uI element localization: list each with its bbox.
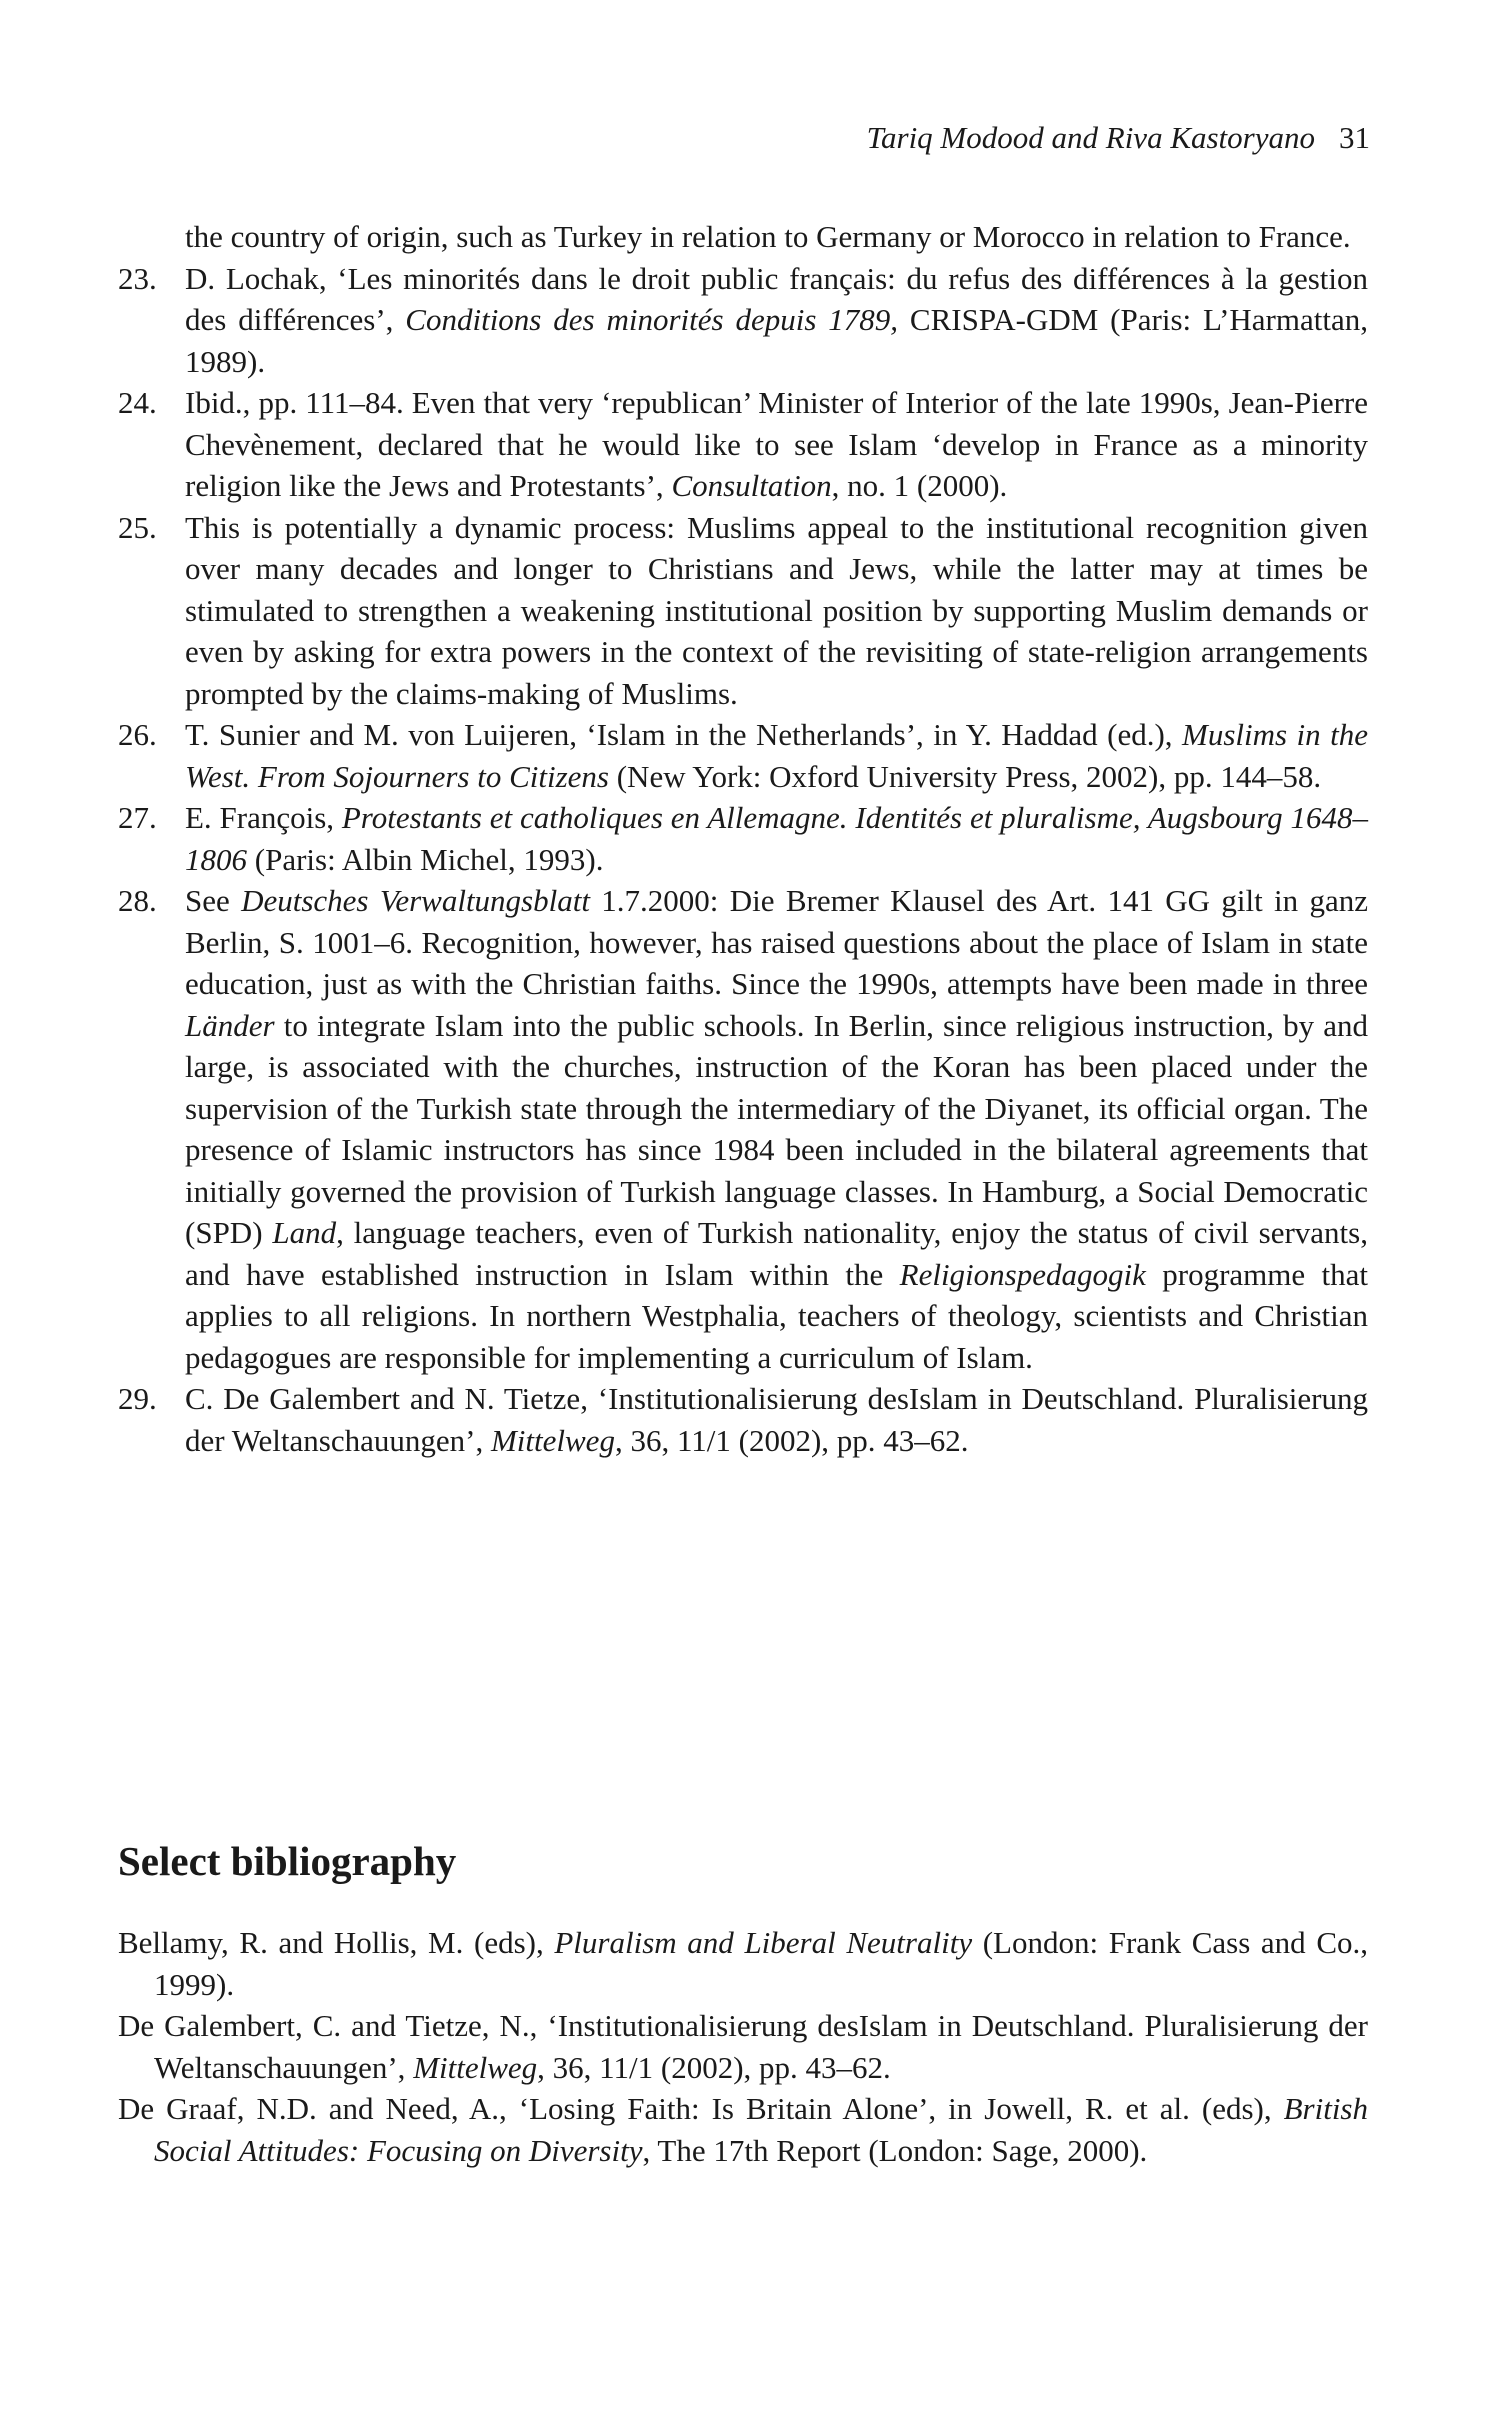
- text-run: to integrate Islam into the public schools. In Berlin, since religious instruction, by and large, is associated with the churches, instruction of the Koran has been placed under the supervision of the Turkish state through the intermediary of the Diyanet, its official organ. The presence of Islamic instructors has since 1984 been included in the bilateral agreements that initially governed the provision of Turkish language classes. In Hamburg, a Social Democratic (SPD): [185, 1007, 1368, 1250]
- text-run: CRISPA-GDM (Paris: L’Harmattan, 1989).: [185, 302, 1368, 379]
- text-run: De Galembert, C. and Tietze, N., ‘Institutionalisierung desIslam in Deutschland. Pluralisierung der Weltanschauungen’,: [118, 2008, 1368, 2085]
- italic-text-run: Protestants et catholiques en Allemagne. Identités et pluralisme, Augsbourg 1648–1806: [185, 800, 1369, 877]
- text-run: This is potentially a dynamic process: Muslims appeal to the institutional recognition given over many decades and longer to Christians and Jews, while the latter may at times be stimulated to strengthen a weakening institutional position by supporting Muslim demands or even by asking for extra powers in the context of the revisiting of state-religion arrangements prompted by the claims-making of Muslims.: [185, 509, 1368, 711]
- endnote-number: 27.: [118, 800, 157, 835]
- endnote: [118, 880, 1368, 1378]
- text-run: , language teachers, even of Turkish nationality, enjoy the status of civil servants, and have established instruction in Islam within the: [185, 1215, 1368, 1292]
- text-run: De Graaf, N.D. and Need, A., ‘Losing Faith: Is Britain Alone’, in Jowell, R. et al. (eds),: [118, 2091, 1284, 2126]
- italic-text-run: Conditions des minorités depuis 1789,: [405, 302, 899, 337]
- italic-text-run: Pluralism and Liberal Neutrality: [554, 1925, 973, 1960]
- italic-text-run: Länder: [185, 1007, 275, 1043]
- endnote-number: 28.: [118, 883, 157, 918]
- italic-text-run: Religionspedagogik: [899, 1256, 1146, 1292]
- page-number: 31: [1339, 120, 1370, 155]
- italic-text-run: Mittelweg: [413, 2049, 538, 2085]
- endnote: [118, 714, 1368, 797]
- text-run: (Paris: Albin Michel, 1993).: [247, 841, 604, 877]
- endnote-text: [185, 382, 1368, 507]
- text-run: (London: Frank Cass and Co., 1999).: [154, 1925, 1368, 2002]
- italic-text-run: Mittelweg: [490, 1422, 615, 1458]
- endnote-text: [185, 797, 1368, 880]
- endnote-text: [185, 507, 1368, 715]
- bibliography-list: [118, 1922, 1368, 2171]
- text-run: , 36, 11/1 (2002), pp. 43–62.: [614, 1422, 969, 1458]
- endnote: [118, 258, 1368, 383]
- endnote-text: [185, 714, 1368, 797]
- endnote: [118, 216, 1368, 258]
- italic-text-run: Land: [272, 1215, 337, 1250]
- italic-text-run: British Social Attitudes: Focusing on Diversity: [154, 2091, 1368, 2168]
- text-run: , no. 1 (2000).: [831, 468, 1008, 503]
- text-run: D. Lochak, ‘Les minorités dans le droit public français: du refus des différences à la gestion des différences’,: [185, 260, 1368, 337]
- endnote-text: [185, 1378, 1368, 1461]
- text-run: E. François,: [185, 800, 342, 835]
- bibliography-entry: [118, 1922, 1368, 2005]
- text-run: 1.7.2000: Die Bremer Klausel des Art. 141 GG gilt in ganz Berlin, S. 1001–6. Recognition, however, has raised questions about the place of Islam in state education, just as with the Christian faiths. Since the 1990s, attempts have been made in three: [185, 883, 1369, 1001]
- running-head-authors: Tariq Modood and Riva Kastoryano: [866, 120, 1315, 155]
- endnote: [118, 382, 1368, 507]
- text-run: (New York: Oxford University Press, 2002), pp. 144–58.: [608, 758, 1322, 794]
- text-run: the country of origin, such as Turkey in relation to Germany or Morocco in relation to France.: [185, 219, 1351, 254]
- text-run: C. De Galembert and N. Tietze, ‘Institutionalisierung desIslam in Deutschland. Pluralisierung der Weltanschauungen’,: [185, 1381, 1368, 1458]
- endnote-number: 25.: [118, 509, 157, 545]
- text-run: , The 17th Report (London: Sage, 2000).: [642, 2132, 1148, 2168]
- endnote: [118, 1378, 1368, 1461]
- text-run: , 36, 11/1 (2002), pp. 43–62.: [537, 2049, 891, 2085]
- endnote-number: 24.: [118, 385, 157, 420]
- bibliography-heading: Select bibliography: [118, 1838, 457, 1884]
- endnote-text: [185, 258, 1368, 383]
- running-head: [118, 118, 1370, 158]
- endnotes-list: [118, 216, 1368, 1461]
- bibliography-entry: [118, 2088, 1368, 2171]
- endnote-number: 23.: [118, 260, 157, 296]
- text-run: Bellamy, R. and Hollis, M. (eds),: [118, 1925, 555, 1960]
- italic-text-run: Consultation: [671, 468, 832, 503]
- italic-text-run: Deutsches Verwaltungsblatt: [241, 883, 590, 918]
- endnote-number: 26.: [118, 717, 157, 752]
- endnote: [118, 507, 1368, 715]
- text-run: See: [185, 883, 242, 918]
- endnote: [118, 797, 1368, 880]
- text-run: programme that applies to all religions. In northern Westphalia, teachers of theology, scientists and Christian pedagogues are responsible for implementing a curriculum of Islam.: [185, 1256, 1368, 1375]
- endnote-number: 29.: [118, 1381, 157, 1416]
- text-run: T. Sunier and M. von Luijeren, ‘Islam in the Netherlands’, in Y. Haddad (ed.),: [185, 717, 1183, 752]
- endnote-text: [185, 880, 1368, 1378]
- italic-text-run: Muslims in the West. From Sojourners to Citizens: [185, 717, 1368, 794]
- endnote-text: [185, 216, 1368, 258]
- bibliography-entry: [118, 2005, 1368, 2088]
- text-run: Ibid., pp. 111–84. Even that very ‘republican’ Minister of Interior of the late 1990s, Jean-Pierre Chevènement, declared that he would like to see Islam ‘develop in France as a minority religion like the Jews and Protestants’,: [185, 385, 1368, 503]
